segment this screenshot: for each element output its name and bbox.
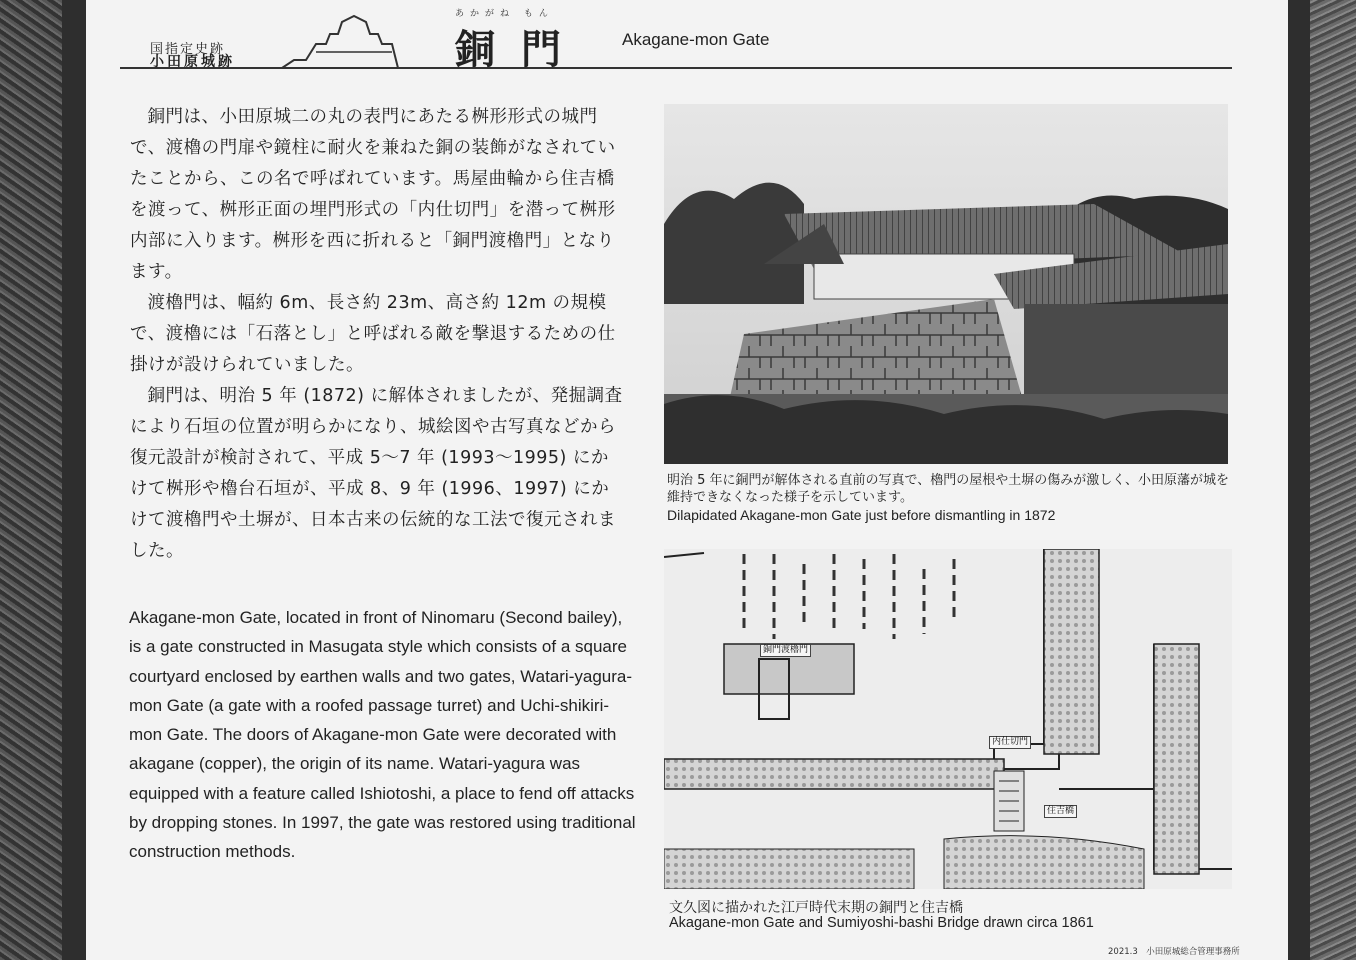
footer-credit: 2021.3 小田原城総合管理事務所 <box>1108 947 1240 957</box>
title-ruby: あかがね もん <box>455 9 554 19</box>
page-title-english: Akagane-mon Gate <box>622 30 770 49</box>
japanese-description <box>130 102 626 567</box>
map-label-watari: 銅門渡櫓門 <box>760 644 811 657</box>
castle-silhouette-icon <box>270 12 410 70</box>
ja-paragraph-3: 銅門は、明治 5 年 (1872) に解体されましたが、発掘調査により石垣の位置が明らかになり、城絵図や古写真などから復元設計が検討されて、平成 5～7 年 (1993～1995) にかけて桝形や櫓台石垣が、平成 8、9 年 (1996、1997) にかけて渡櫓門や土塀が、日本古来の伝統的な工法で復元されました。 <box>130 386 623 561</box>
historic-map <box>664 549 1232 889</box>
historic-photo <box>664 104 1228 464</box>
map-caption-en: Akagane-mon Gate and Sumiyoshi-bashi Bridge drawn circa 1861 <box>669 915 1094 931</box>
photo-caption-ja: 明治 5 年に銅門が解体される直前の写真で、櫓門の屋根や土塀の傷みが激しく、小田原藩が城を維持できなくなった様子を示しています。 <box>667 473 1230 505</box>
photo-caption-en: Dilapidated Akagane-mon Gate just before dismantling in 1872 <box>667 507 1056 523</box>
ground-right <box>1310 0 1356 960</box>
map-label-uchi: 内仕切門 <box>989 736 1031 749</box>
ja-paragraph-1: 銅門は、小田原城二の丸の表門にあたる桝形形式の城門で、渡櫓の門扉や鏡柱に耐火を兼ねた銅の装飾がなされていたことから、この名で呼ばれています。馬屋曲輪から住吉橋を渡って、桝形正面の埋門形式の「内仕切門」を潜って桝形内部に入ります。桝形を西に折れると「銅門渡櫓門」となります。 <box>130 107 616 282</box>
designation-label: 国指定史跡 <box>150 42 226 57</box>
page-title: 銅門 <box>455 26 587 73</box>
ja-paragraph-2: 渡櫓門は、幅約 6m、長さ約 23m、高さ約 12m の規模で、渡櫓には「石落とし」と呼ばれる敵を撃退するための仕掛けが設けられていました。 <box>130 293 616 375</box>
english-description <box>129 603 637 867</box>
map-caption-ja: 文久図に描かれた江戸時代末期の銅門と住吉橋 <box>669 900 963 916</box>
map-label-sumiyoshi: 住吉橋 <box>1044 805 1077 818</box>
site-name: 小田原城跡 <box>150 54 235 70</box>
ground-left <box>0 0 70 960</box>
en-paragraph: Akagane-mon Gate, located in front of Ninomaru (Second bailey), is a gate constructed in Masugata style which consists of a square courtyard enclosed by earthen walls and two gates, Watari-yagura-mon Gate (a gate with a roofed passage turret) and Uchi-shikiri-mon Gate. The doors of Akagane-mon Gate were decorated with akagane (copper), the origin of its name. Watari-yagura was equipped with a feature called Ishiotoshi, a place to fend off attacks by dropping stones. In 1997, the gate was restored using traditional construction methods. <box>129 608 636 862</box>
